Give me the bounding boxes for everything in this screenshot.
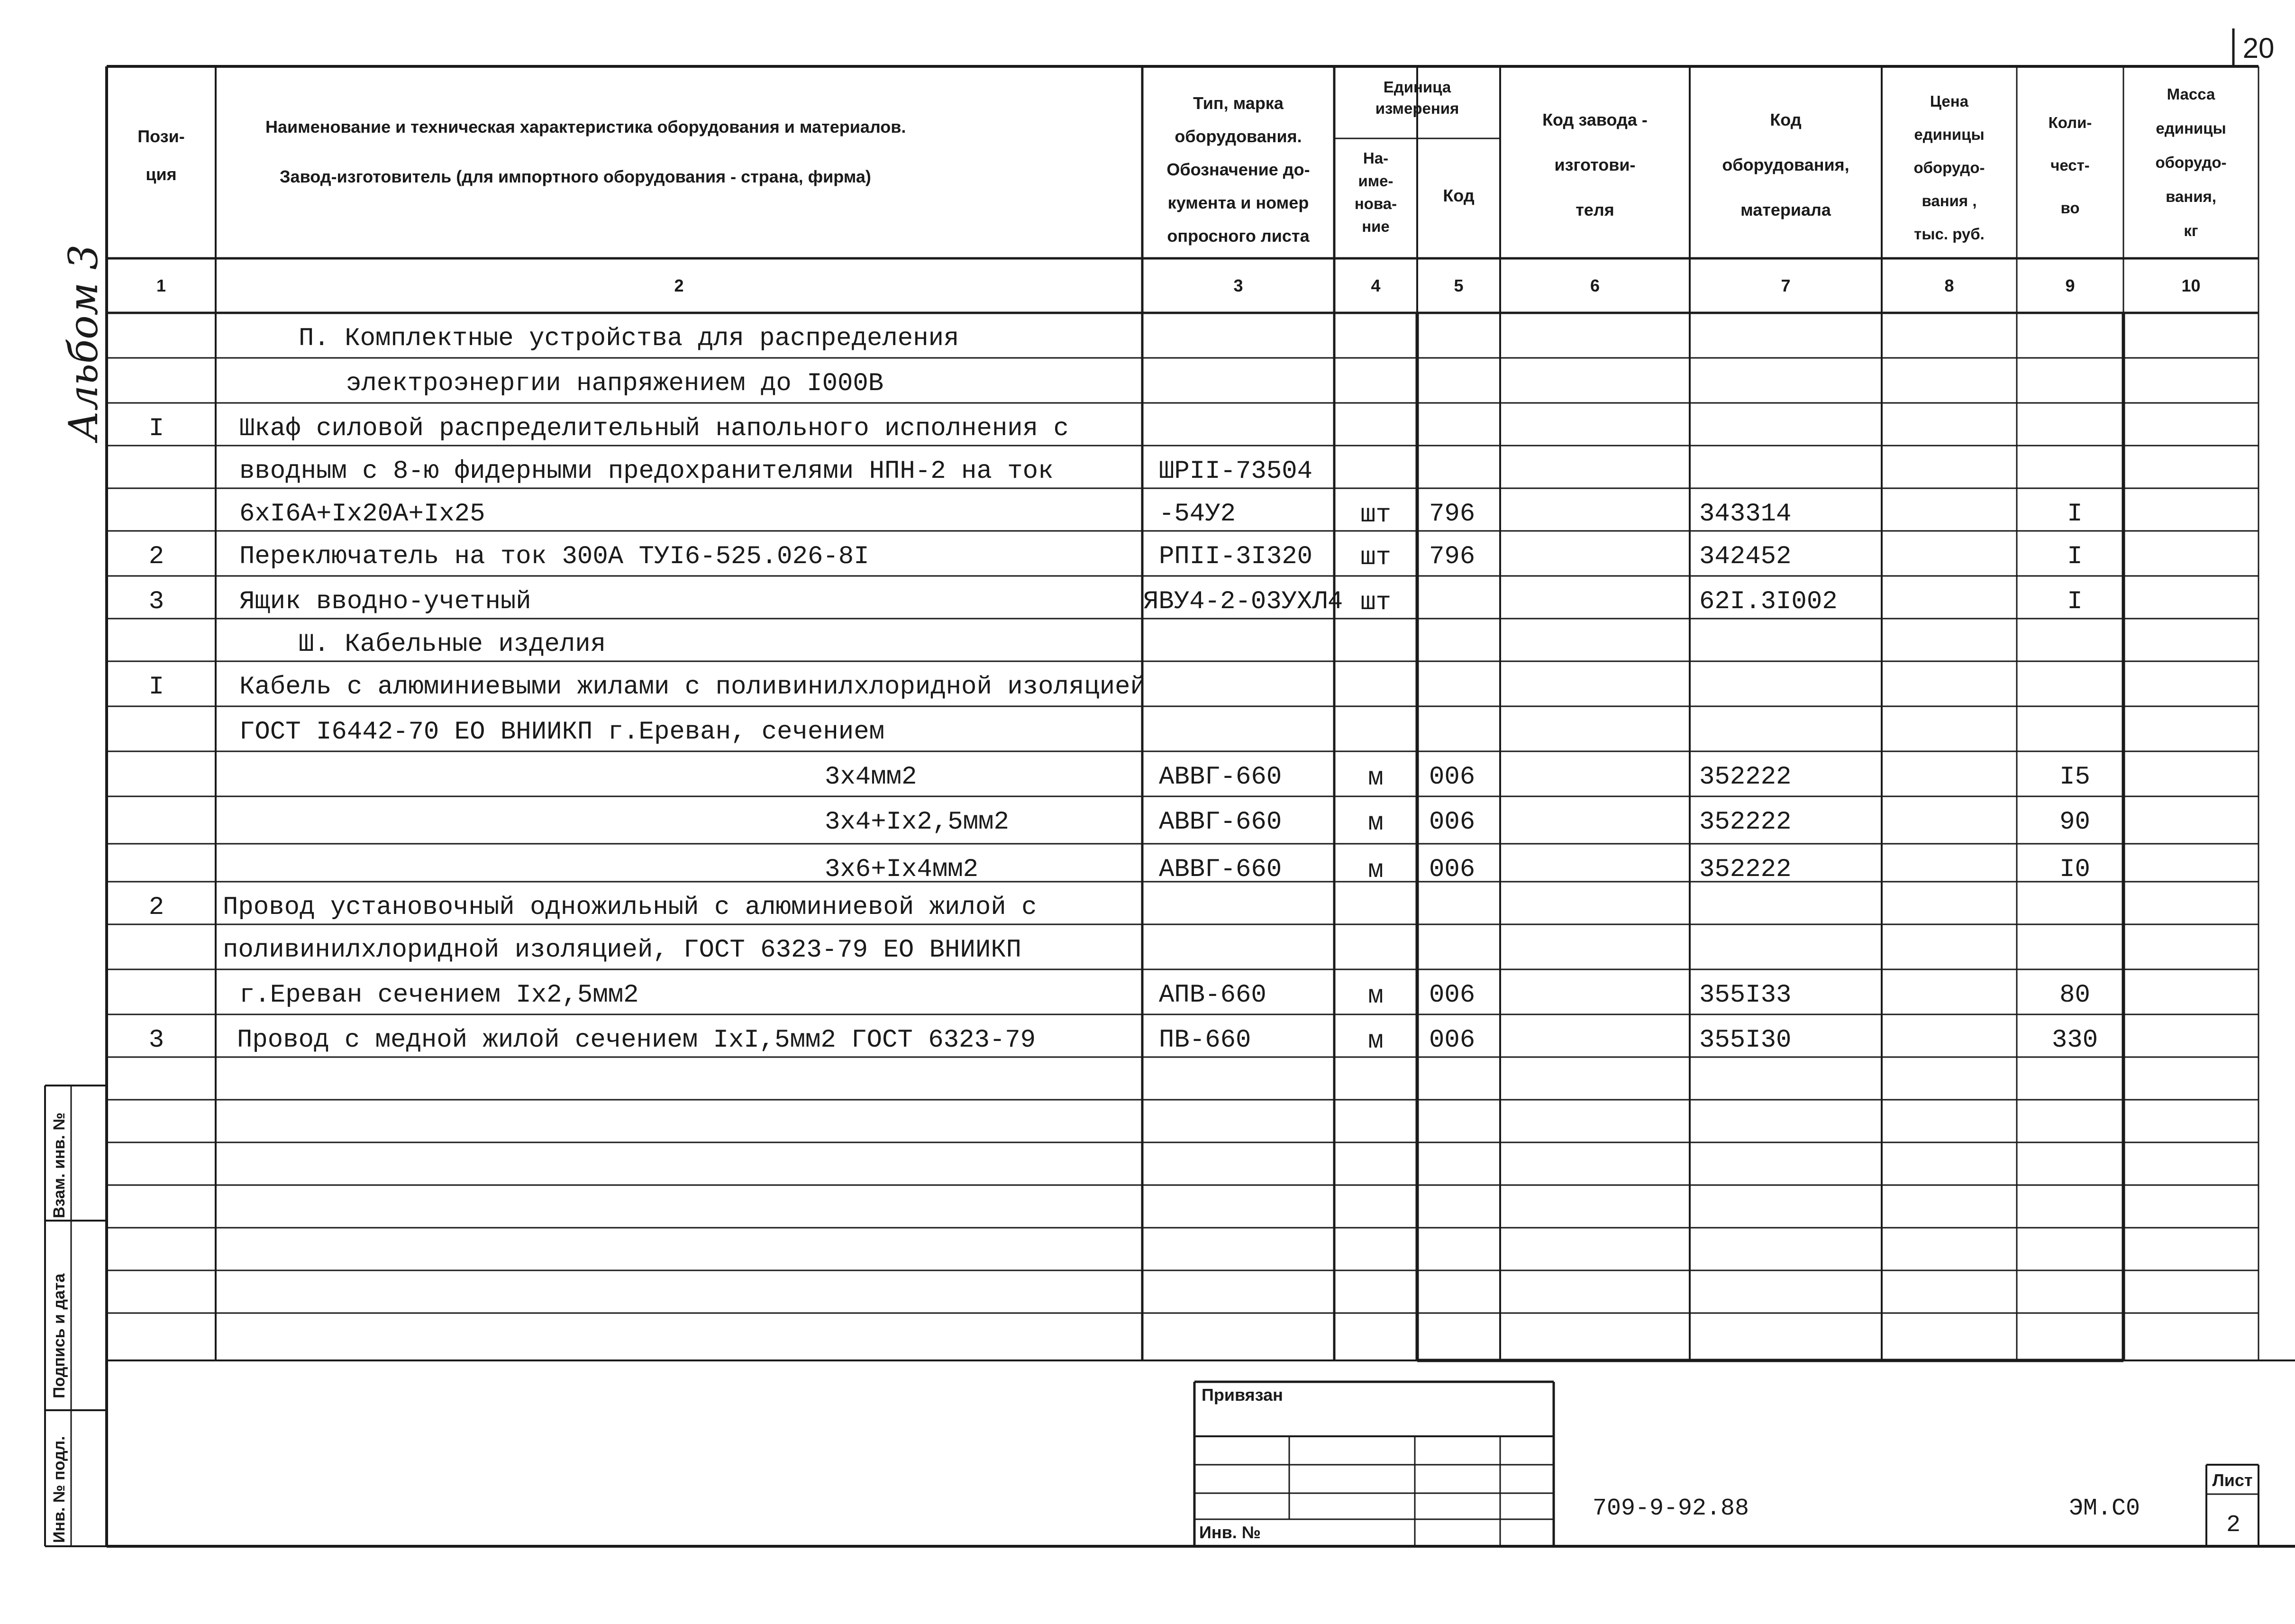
column-number-3: 3 — [1233, 276, 1243, 295]
column-number-8: 8 — [1944, 276, 1954, 295]
row-name: вводным с 8-ю фидерными предохранителями НПН-2 на ток — [239, 457, 1054, 486]
row-name: П. Комплектные устройства для распределения — [299, 324, 959, 353]
row-position: I — [148, 414, 164, 443]
row-type: ШРII-73504 — [1159, 457, 1313, 486]
header-type: опросного листа — [1167, 226, 1310, 246]
row-type: -54У2 — [1159, 500, 1236, 529]
column-number-4: 4 — [1371, 276, 1381, 295]
row-material-code: 355I33 — [1699, 981, 1792, 1010]
row-material-code: 343314 — [1699, 500, 1792, 529]
row-unit-code: 006 — [1429, 808, 1475, 837]
header-unit-group: Единица — [1383, 78, 1451, 96]
header-name: Наименование и техническая характеристика оборудования и материалов. — [265, 117, 906, 137]
row-type: РПII-3I320 — [1159, 542, 1313, 571]
row-name: Шкаф силовой распределительный напольного исполнения с — [239, 414, 1069, 443]
row-unit-code: 006 — [1429, 1026, 1475, 1055]
row-type: АПВ-660 — [1159, 981, 1266, 1010]
header-factory-code: Код завода - — [1542, 110, 1648, 129]
column-number-2: 2 — [674, 276, 684, 295]
row-position: 2 — [148, 542, 164, 571]
header-mass: Масса — [2167, 85, 2215, 103]
header-quantity: чест- — [2050, 156, 2090, 174]
column-number-1: 1 — [156, 276, 166, 295]
header-factory-code: изготови- — [1554, 155, 1636, 174]
row-name: 3х6+Iх4мм2 — [825, 855, 979, 884]
stamp-sheet-code: ЭМ.С0 — [2069, 1495, 2140, 1522]
row-quantity: I — [2067, 587, 2083, 616]
row-name: Переключатель на ток 300А ТУI6-525.026-8I — [239, 542, 869, 571]
column-number-10: 10 — [2181, 276, 2201, 295]
header-type: Тип, марка — [1193, 93, 1284, 113]
row-name: Ш. Кабельные изделия — [299, 630, 606, 659]
header-material-code: материала — [1740, 200, 1831, 219]
header-quantity: во — [2060, 199, 2080, 217]
row-material-code: 62I.3I002 — [1699, 587, 1838, 616]
row-unit: шт — [1360, 588, 1391, 617]
row-quantity: I — [2067, 542, 2083, 571]
side-stamp-replaced-inv: Взам. инв. № — [50, 1112, 68, 1218]
header-quantity: Коли- — [2048, 114, 2092, 131]
row-unit-code: 796 — [1429, 500, 1475, 529]
header-factory-code: теля — [1576, 200, 1614, 219]
header-mass: оборудо- — [2155, 154, 2227, 171]
stamp-list-label: Лист — [2212, 1470, 2253, 1490]
row-name: Кабель с алюминиевыми жилами с поливинилхлоридной изоляцией — [239, 673, 1146, 702]
row-name: ГОСТ I6442-70 ЕО ВНИИКП г.Ереван, сечением — [239, 718, 885, 747]
header-unit-group: измерения — [1375, 100, 1459, 117]
row-position: 3 — [148, 587, 164, 616]
row-position: 3 — [148, 1026, 164, 1055]
row-type: АВВГ-660 — [1159, 808, 1282, 837]
row-quantity: 80 — [2059, 981, 2090, 1010]
header-price: оборудо- — [1913, 159, 1985, 176]
row-name: 3х4мм2 — [825, 763, 917, 792]
header-unit-name: име- — [1358, 172, 1393, 190]
header-type: Обозначение до- — [1166, 160, 1310, 179]
header-mass: единицы — [2156, 119, 2226, 137]
side-stamp-sign-date: Подпись и дата — [50, 1273, 68, 1398]
column-number-7: 7 — [1781, 276, 1791, 295]
header-type: кумента и номер — [1167, 193, 1309, 212]
column-number-6: 6 — [1590, 276, 1600, 295]
row-unit: м — [1368, 809, 1384, 838]
row-name: Провод установочный одножильный с алюминиевой жилой с — [223, 893, 1037, 922]
row-type: АВВГ-660 — [1159, 855, 1282, 884]
column-number-9: 9 — [2065, 276, 2075, 295]
header-material-code: Код — [1770, 110, 1802, 129]
row-unit-code: 006 — [1429, 763, 1475, 792]
row-unit-code: 006 — [1429, 855, 1475, 884]
row-type: ЯВУ4-2-03УХЛ4 — [1143, 587, 1343, 616]
row-material-code: 352222 — [1699, 808, 1792, 837]
row-unit: м — [1368, 982, 1384, 1011]
row-material-code: 352222 — [1699, 763, 1792, 792]
row-quantity: I5 — [2059, 763, 2090, 792]
row-material-code: 342452 — [1699, 542, 1792, 571]
header-price: Цена — [1930, 92, 1969, 110]
row-name: г.Ереван сечением Iх2,5мм2 — [239, 981, 639, 1010]
row-quantity: 330 — [2051, 1026, 2098, 1055]
row-material-code: 352222 — [1699, 855, 1792, 884]
header-material-code: оборудования, — [1722, 155, 1849, 174]
header-price: вания , — [1922, 192, 1977, 210]
row-type: АВВГ-660 — [1159, 763, 1282, 792]
row-name: Провод с медной жилой сечением IхI,5мм2 ГОСТ 6323-79 — [237, 1026, 1036, 1055]
row-unit-code: 796 — [1429, 542, 1475, 571]
stamp-doc-code: 709-9-92.88 — [1593, 1495, 1749, 1522]
row-position: I — [148, 673, 164, 702]
row-unit: шт — [1360, 543, 1391, 572]
column-number-5: 5 — [1454, 276, 1464, 295]
header-position: Пози- — [137, 127, 185, 146]
album-label: Альбом 3 — [60, 244, 107, 441]
header-position: ция — [146, 164, 177, 184]
header-type: оборудования. — [1175, 127, 1302, 146]
header-mass: вания, — [2166, 188, 2216, 205]
header-unit-name: На- — [1363, 149, 1389, 167]
row-name: Ящик вводно-учетный — [239, 587, 531, 616]
row-unit: м — [1368, 1027, 1384, 1056]
row-quantity: 90 — [2059, 808, 2090, 837]
stamp-list-number: 2 — [2226, 1512, 2241, 1539]
stamp-privyazan: Привязан — [1202, 1385, 1283, 1405]
page-number: 20 — [2242, 32, 2275, 64]
header-price: тыс. руб. — [1914, 225, 1985, 243]
header-unit-code: Код — [1443, 186, 1475, 205]
row-position: 2 — [148, 893, 164, 922]
row-unit: м — [1368, 764, 1384, 793]
row-quantity: I — [2067, 500, 2083, 529]
row-name: электроэнергии напряжением до I000В — [346, 369, 884, 398]
header-price: единицы — [1914, 126, 1985, 143]
row-quantity: I0 — [2059, 855, 2090, 884]
row-name: 6хI6А+Iх20А+Iх25 — [239, 500, 485, 529]
header-manufacturer: Завод-изготовитель (для импортного оборудования - страна, фирма) — [280, 167, 871, 186]
row-name: 3х4+Iх2,5мм2 — [825, 808, 1009, 837]
side-stamp-original-inv: Инв. № подл. — [50, 1436, 68, 1543]
row-name: поливинилхлоридной изоляцией, ГОСТ 6323-79 ЕО ВНИИКП — [223, 936, 1022, 965]
header-unit-name: нова- — [1354, 195, 1397, 212]
row-type: ПВ-660 — [1159, 1026, 1251, 1055]
stamp-inv-no: Инв. № — [1199, 1523, 1261, 1542]
header-mass: кг — [2184, 222, 2198, 239]
row-material-code: 355I30 — [1699, 1026, 1792, 1055]
row-unit: м — [1368, 856, 1384, 885]
header-unit-name: ние — [1362, 218, 1390, 235]
row-unit: шт — [1360, 501, 1391, 529]
row-unit-code: 006 — [1429, 981, 1475, 1010]
